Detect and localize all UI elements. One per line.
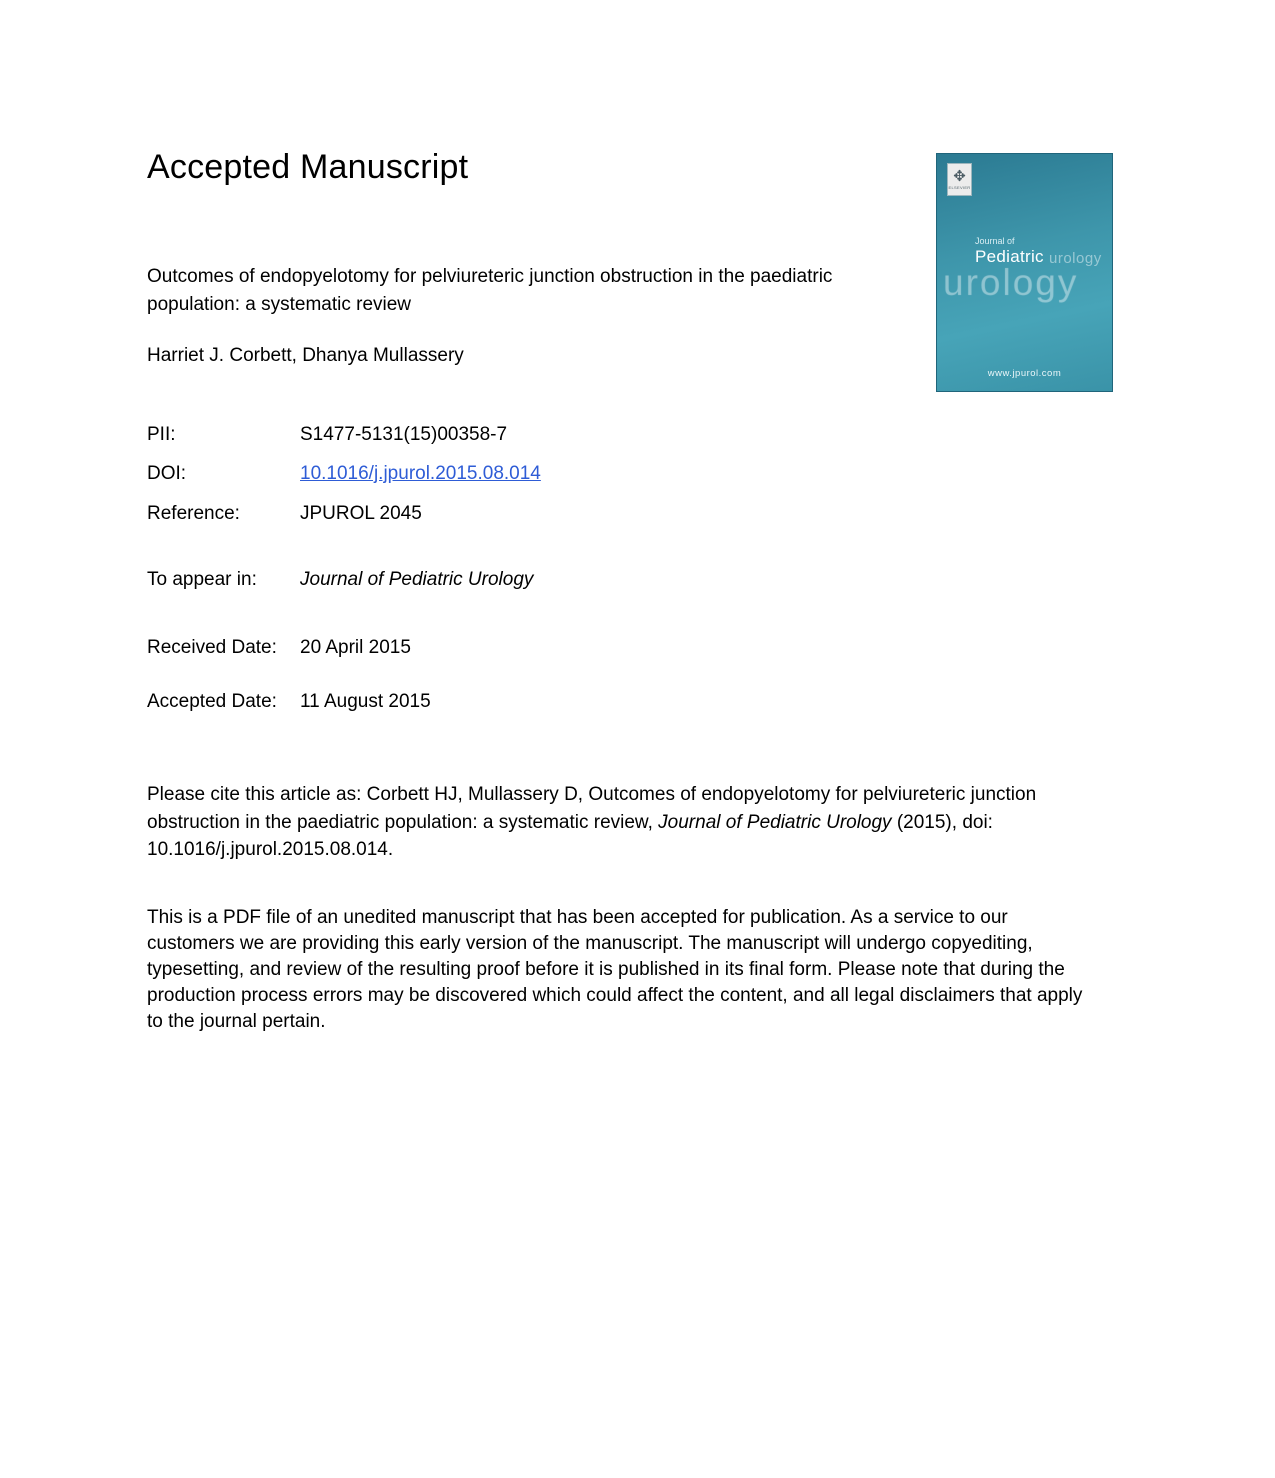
meta-row-received-date [147,636,541,660]
doi-label: DOI: [147,463,187,484]
article-authors: Harriet J. Corbett, Dhanya Mullassery [147,345,464,366]
accepted-date-label: Accepted Date: [147,691,277,712]
reference-label: Reference: [147,503,240,524]
citation-text-before: Please cite this article as: Corbett HJ, Mullassery D, Outcomes of endopyelotomy for pelviureteric junction obstruction in the paediatric population: a systematic review, [147,784,1037,833]
elsevier-logo-icon [947,163,972,196]
received-date-label: Received Date: [147,637,277,658]
doi-link[interactable]: 10.1016/j.jpurol.2015.08.014 [300,463,541,484]
cover-watermark: urology [943,262,1079,303]
journal-cover-image [936,153,1113,392]
pii-value: S1477-5131(15)00358-7 [300,424,508,445]
citation-paragraph [147,781,1069,864]
elsevier-tree-icon: ✥ [953,168,966,185]
to-appear-in-value: Journal of Pediatric Urology [300,569,534,590]
to-appear-in-label: To appear in: [147,569,257,590]
citation-journal-name: Journal of Pediatric Urology [658,811,892,833]
pii-label: PII: [147,424,176,445]
cover-title-ghost: urology [1049,250,1102,267]
meta-row-accepted-date [147,690,541,714]
article-title: Outcomes of endopyelotomy for pelviureteric junction obstruction in the paediatric population: a systematic review [147,266,833,315]
page-title: Accepted Manuscript [147,148,469,186]
received-date-value: 20 April 2015 [300,637,411,658]
accepted-date-value: 11 August 2015 [300,691,431,712]
citation-text-after: (2015), doi: 10.1016/j.jpurol.2015.08.014. [147,811,993,860]
meta-row-doi [147,462,541,486]
disclaimer-paragraph: This is a PDF file of an unedited manuscript that has been accepted for publication. As a service to our customers we are providing this early version of the manuscript. The manuscript will undergo copyediting, typesetting, and review of the resulting proof before it is published in its final form. Please note that during the production process errors may be discovered which could affect the content, and all legal disclaimers that apply to the journal pertain. [147,907,1083,1032]
elsevier-logo-label: ELSEVIER [948,185,971,190]
manuscript-metadata [147,423,541,714]
meta-row-to-appear-in [147,568,541,592]
meta-row-pii [147,423,541,447]
cover-journal-of: Journal of [975,236,1015,246]
cover-website-url: www.jpurol.com [987,368,1062,379]
cover-journal-title: Pediatric [975,247,1044,266]
reference-value: JPUROL 2045 [300,503,422,524]
meta-row-reference [147,502,541,526]
